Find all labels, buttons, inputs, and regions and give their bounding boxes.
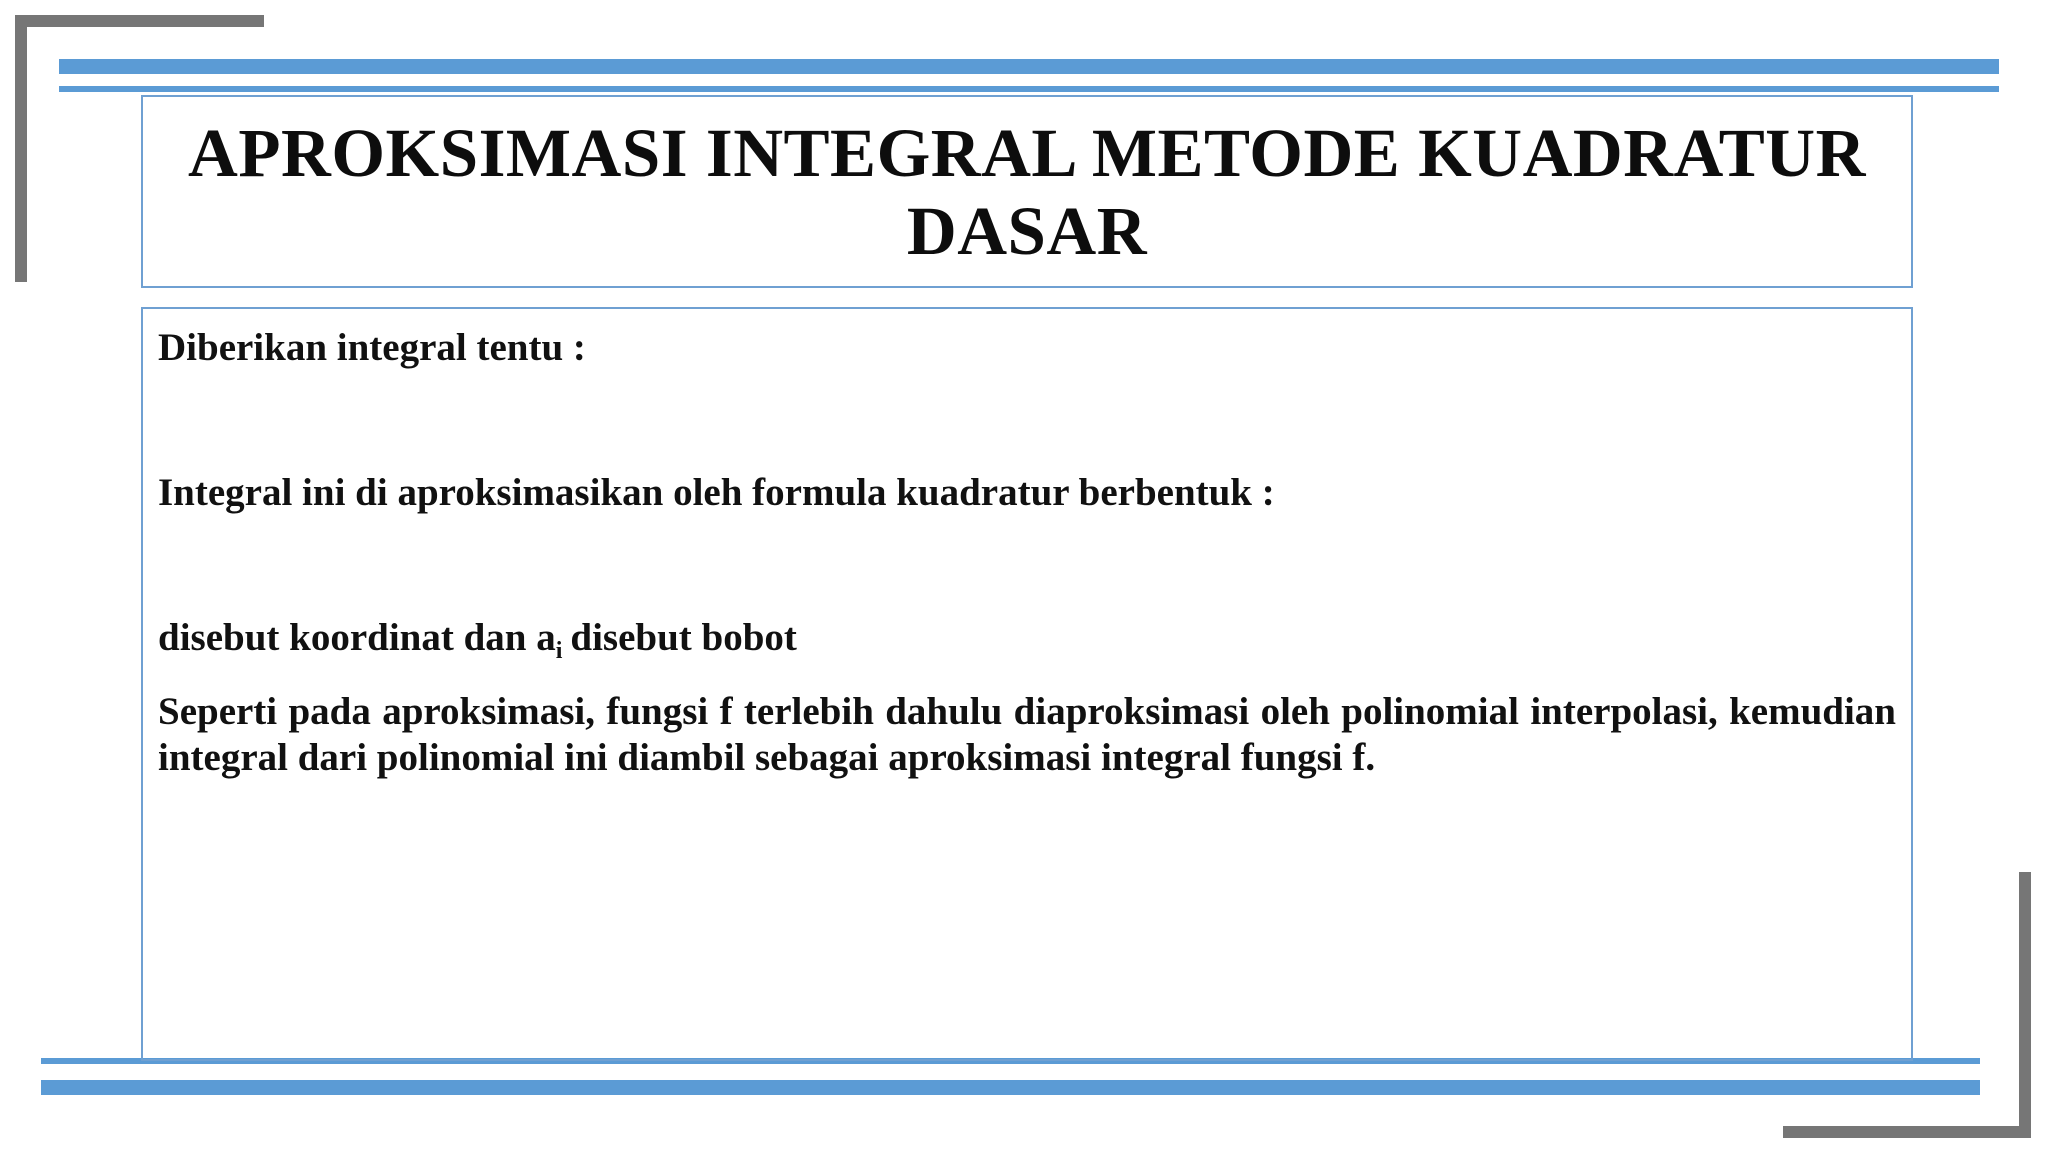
slide-title-line-2: DASAR <box>906 192 1148 269</box>
top-left-corner-vertical <box>15 15 27 282</box>
slide-title-line-1: APROKSIMASI INTEGRAL METODE KUADRATUR <box>188 114 1866 191</box>
given-integral-text: Diberikan integral tentu : <box>158 326 586 369</box>
coordinate-weight-text <box>158 615 797 664</box>
top-thick-rule <box>59 59 1999 74</box>
bottom-right-corner-horizontal <box>1783 1126 2031 1138</box>
explanation-paragraph: Seperti pada aproksimasi, fungsi f terlebih dahulu diaproksimasi oleh polinomial interpolasi, kemudian integral dari polinomial ini diambil sebagai aproksimasi integral fungsi f. <box>158 690 1896 779</box>
coordinate-weight-prefix: disebut koordinat dan a <box>158 616 556 659</box>
title-box <box>141 95 1913 288</box>
top-left-corner-horizontal <box>15 15 264 27</box>
bottom-thick-rule <box>41 1080 1980 1095</box>
slide-title <box>188 114 1866 270</box>
top-thin-rule <box>59 86 1999 92</box>
coordinate-weight-suffix: disebut bobot <box>570 616 797 659</box>
bottom-right-corner-vertical <box>2019 872 2031 1138</box>
weight-subscript: i <box>555 638 563 664</box>
quadrature-formula-text: Integral ini di aproksimasikan oleh formula kuadratur berbentuk : <box>158 471 1275 514</box>
content-box <box>141 307 1913 1061</box>
